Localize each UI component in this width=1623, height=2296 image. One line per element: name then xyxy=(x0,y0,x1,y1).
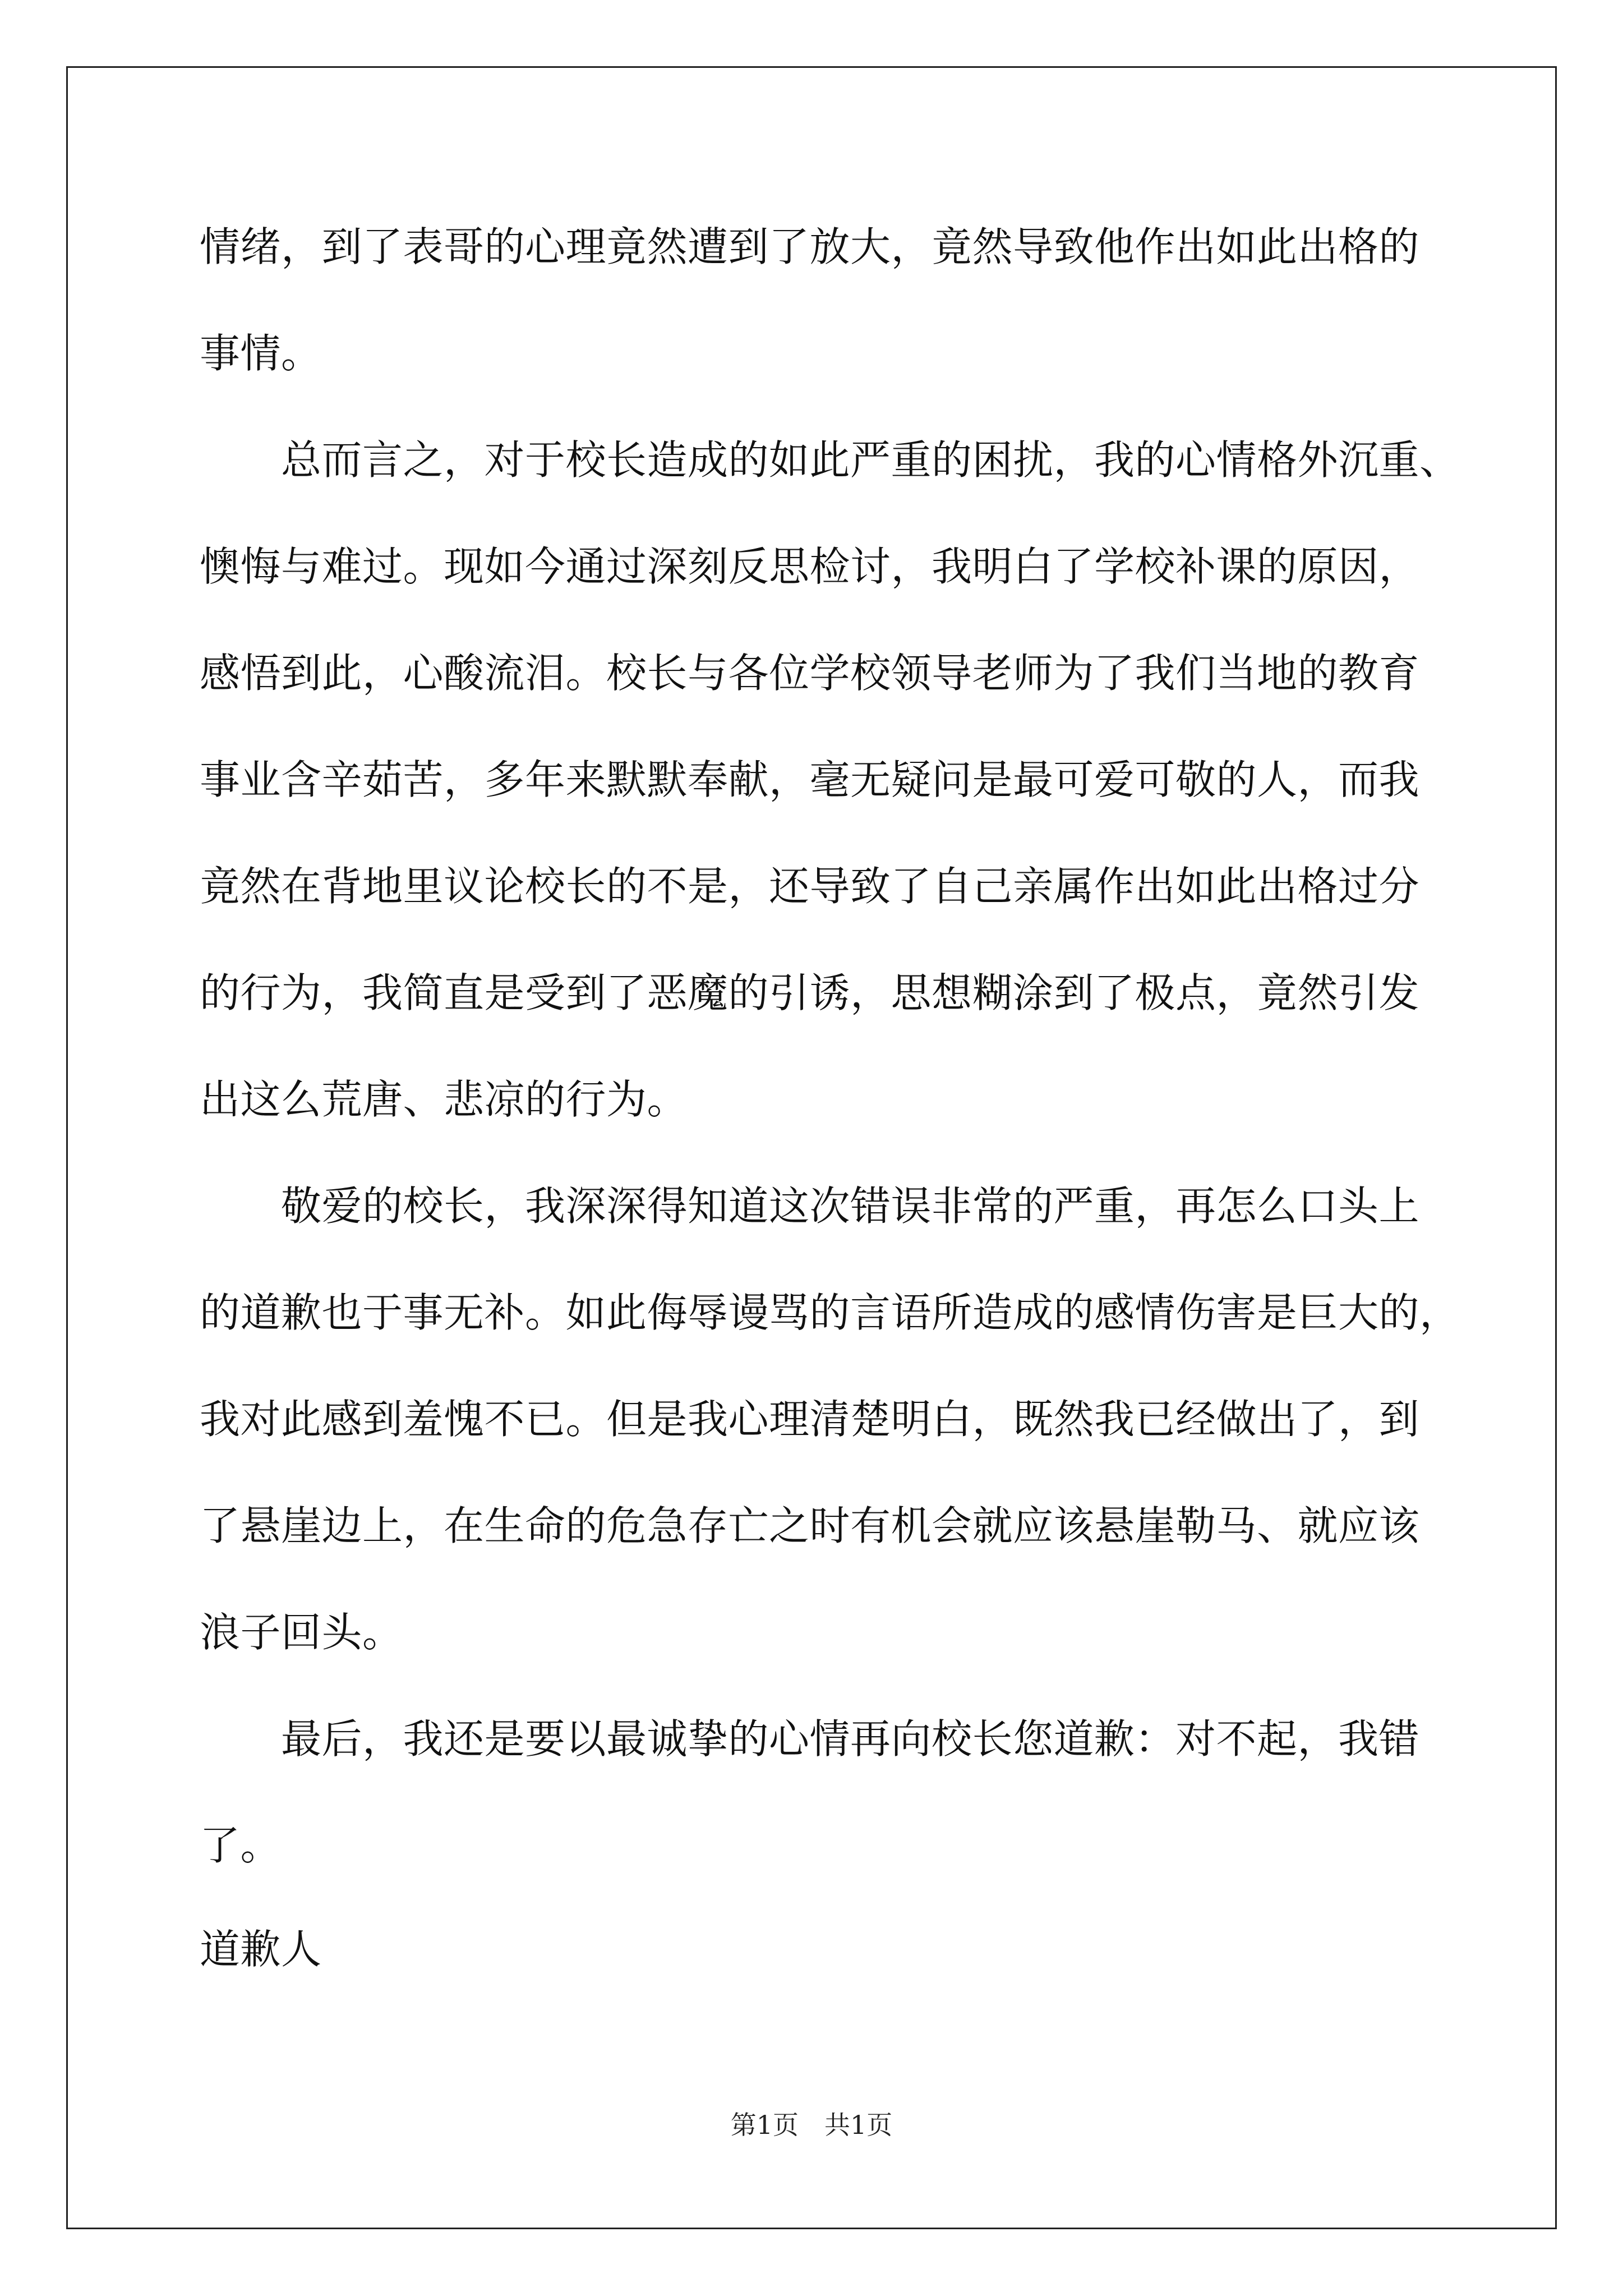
text-line: 出这么荒唐、悲凉的行为。 xyxy=(200,1076,688,1123)
text-line: 的行为，我简直是受到了恶魔的引诱，思想糊涂到了极点，竟然引发 xyxy=(200,969,1420,1016)
signature-label: 道歉人 xyxy=(200,1926,322,1973)
text-line: 我对此感到羞愧不已。但是我心理清楚明白，既然我已经做出了，到 xyxy=(200,1396,1420,1443)
text-line: 竟然在背地里议论校长的不是，还导致了自己亲属作出如此出格过分 xyxy=(200,863,1420,910)
text-line: 的道歉也于事无补。如此侮辱谩骂的言语所造成的感情伤害是巨大的， xyxy=(200,1289,1460,1336)
text-line: 情绪，到了表哥的心理竟然遭到了放大，竟然导致他作出如此出格的 xyxy=(200,223,1420,270)
text-line: 事业含辛茹苦，多年来默默奉献，毫无疑问是最可爱可敬的人，而我 xyxy=(200,756,1420,803)
paragraph-start: 总而言之，对于校长造成的如此严重的困扰，我的心情格外沉重、 xyxy=(200,436,1460,484)
paragraph-start: 最后，我还是要以最诚挚的心情再向校长您道歉：对不起，我错 xyxy=(200,1715,1420,1763)
text-line: 懊悔与难过。现如今通过深刻反思检讨，我明白了学校补课的原因， xyxy=(200,543,1420,590)
page-border xyxy=(66,66,1557,2229)
text-line: 事情。 xyxy=(200,330,322,377)
text-line: 了。 xyxy=(200,1822,282,1869)
text-line: 感悟到此，心酸流泪。校长与各位学校领导老师为了我们当地的教育 xyxy=(200,650,1420,697)
page-footer: 第1页 共1页 xyxy=(730,2110,893,2140)
text-line: 了悬崖边上，在生命的危急存亡之时有机会就应该悬崖勒马、就应该 xyxy=(200,1502,1420,1549)
paragraph-start: 敬爱的校长，我深深得知道这次错误非常的严重，再怎么口头上 xyxy=(200,1182,1420,1230)
text-line: 浪子回头。 xyxy=(200,1609,403,1656)
